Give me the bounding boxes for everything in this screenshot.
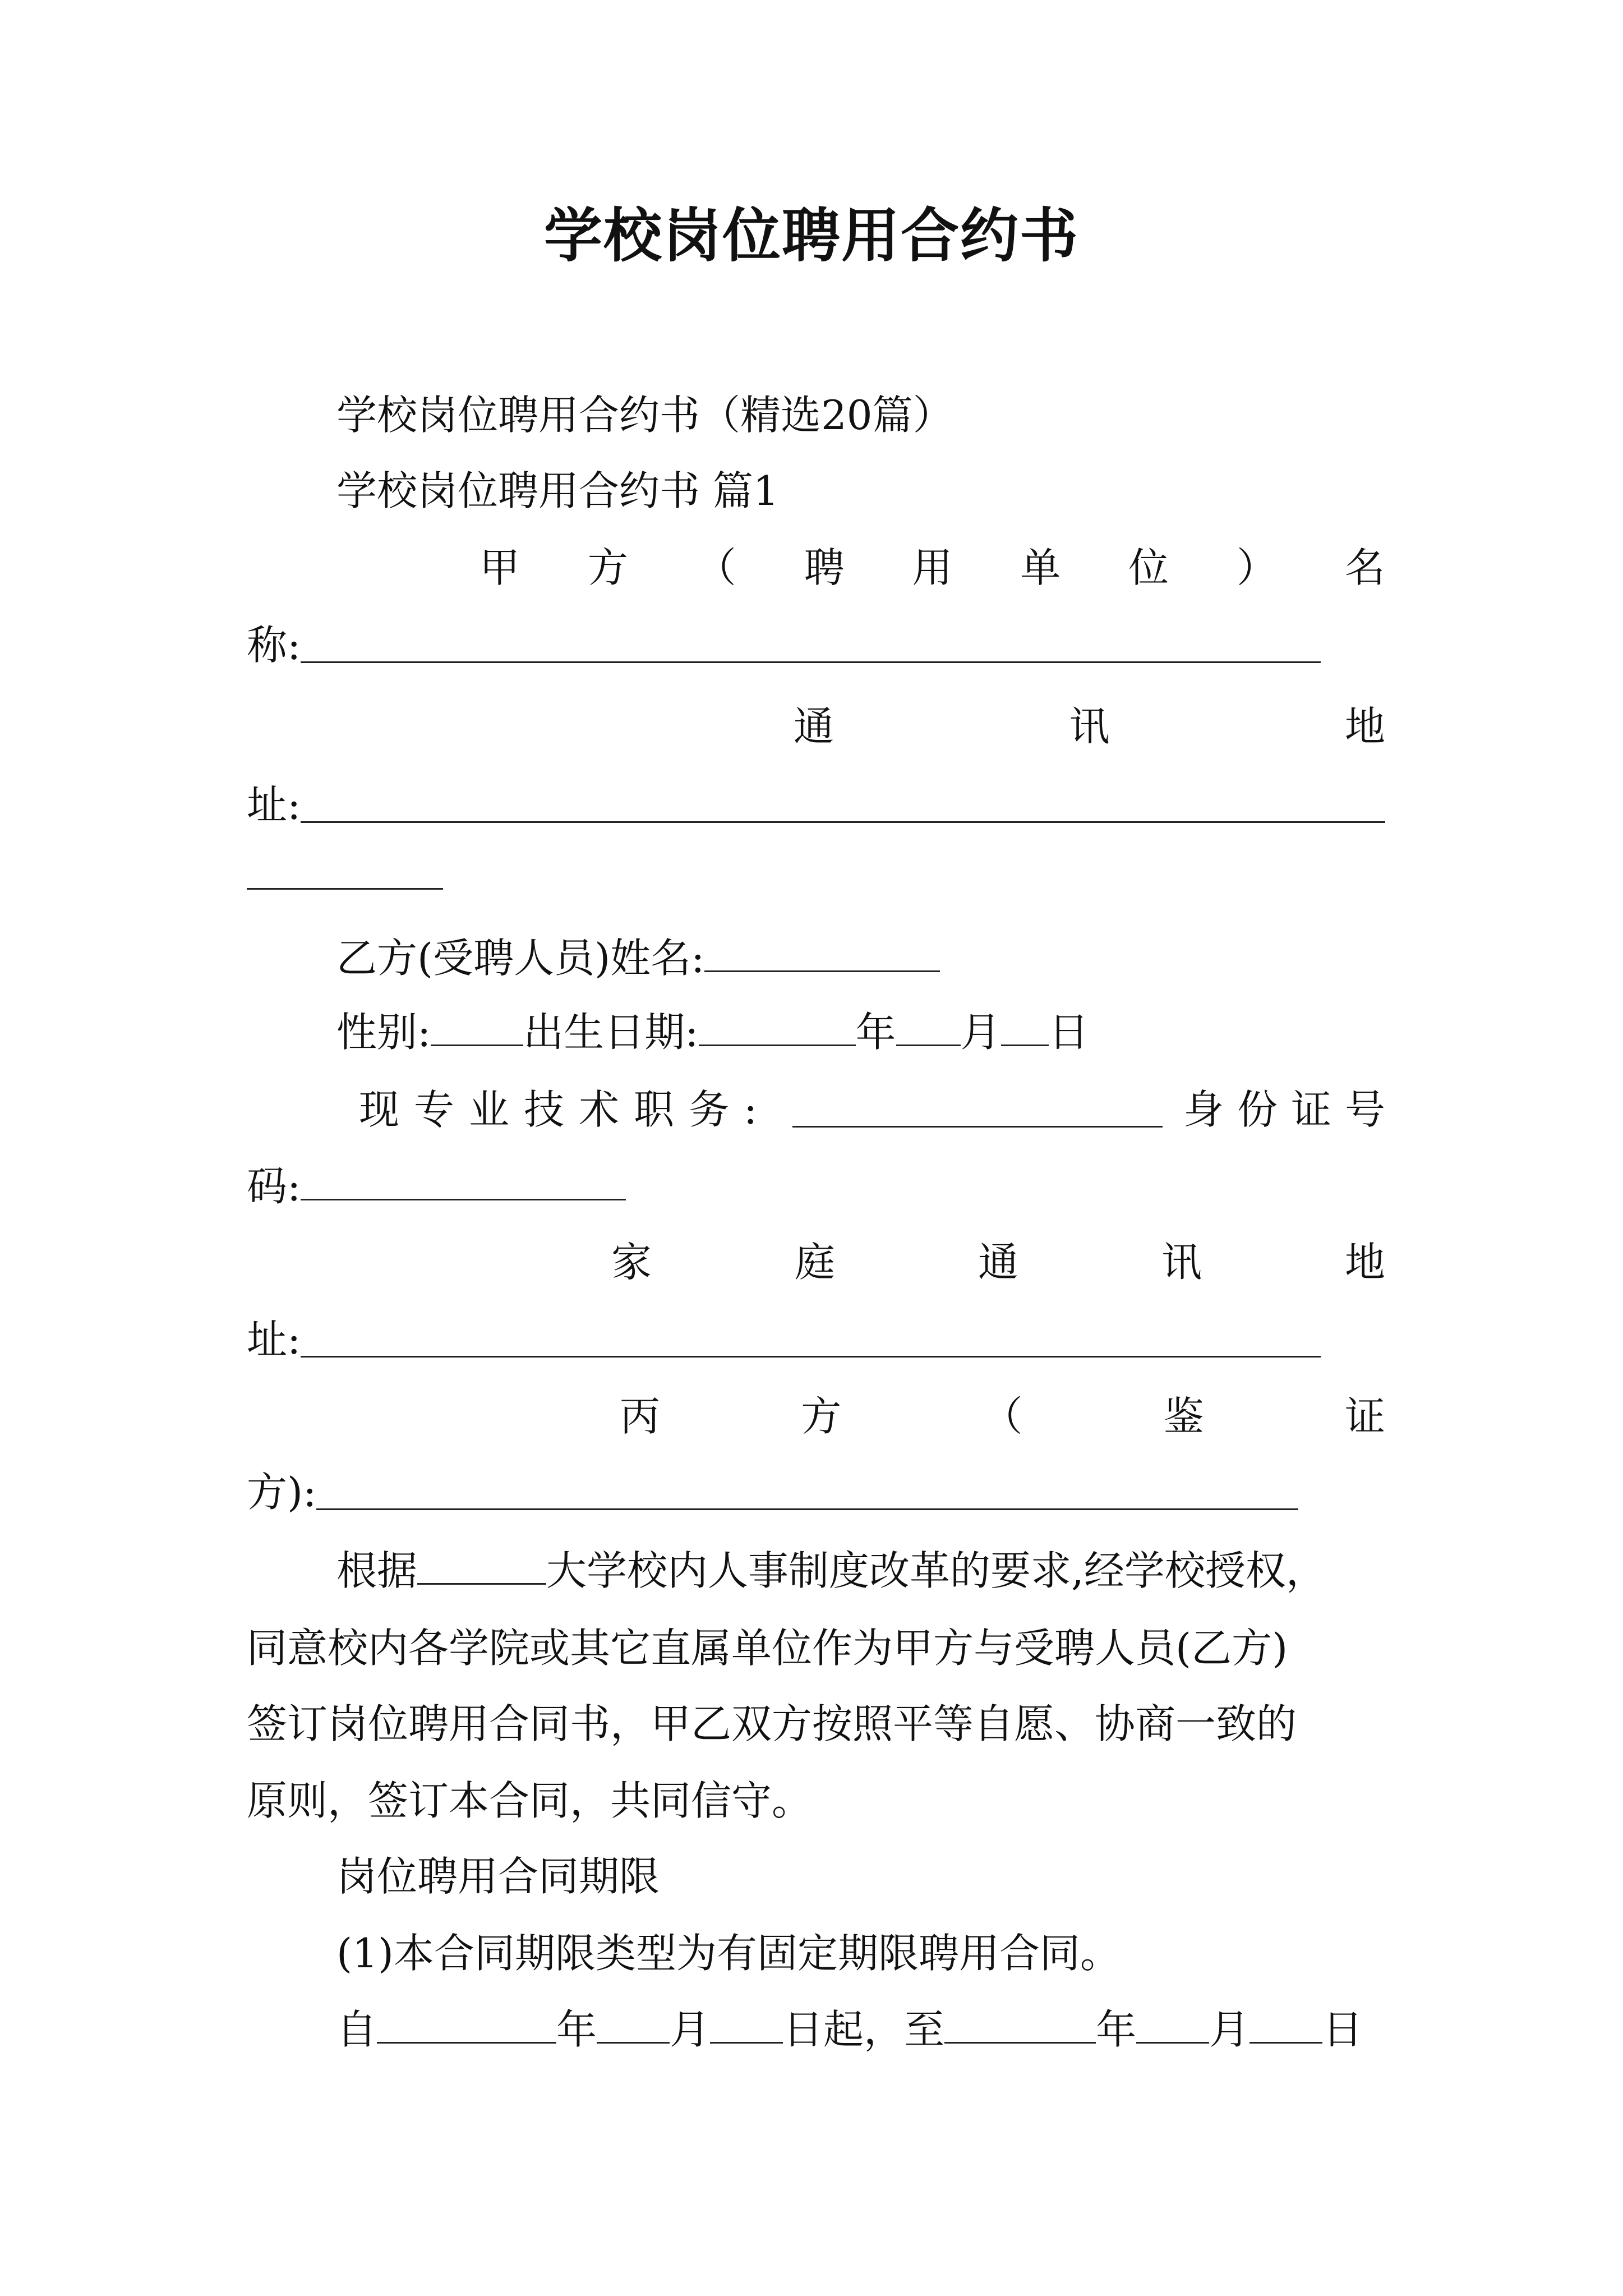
section-heading: 学校岗位聘用合约书 篇1 <box>336 467 779 514</box>
birth-year-blank[interactable] <box>699 1007 856 1046</box>
home-address-blank[interactable] <box>301 1319 1321 1358</box>
paragraph-1-line-4: 原则，签订本合同，共同信守。 <box>247 1777 813 1824</box>
party-c-field-line: 方): <box>247 1464 1298 1520</box>
end-year-blank[interactable] <box>944 2005 1096 2044</box>
birth-month-blank[interactable] <box>896 1007 961 1046</box>
home-address-field-line: 址: <box>247 1312 1321 1368</box>
term-dates-line: 自 年 月 日起，至 年 月 日 <box>336 2006 1363 2053</box>
title-id-line: 现专业技术职务: 身份证号 <box>359 1086 1399 1133</box>
start-day-blank[interactable] <box>710 2005 783 2044</box>
paragraph-1-line-1: 根据 大学校内人事制度改革的要求,经学校授权， <box>336 1547 1326 1594</box>
term-item-1: (1)本合同期限类型为有固定期限聘用合同。 <box>336 1930 1121 1977</box>
party-a-address-blank-continued[interactable] <box>247 888 443 890</box>
party-a-address-field-line: 址: <box>247 777 1385 833</box>
party-a-address-blank[interactable] <box>301 784 1385 823</box>
party-a-name-blank[interactable] <box>301 624 1321 663</box>
party-a-address-label-line: 通 讯 地 <box>794 703 1385 750</box>
party-c-label-line: 丙 方 （ 鉴 证 <box>620 1393 1385 1440</box>
party-a-name-label-line: 甲 方 （ 聘 用 单 位 ） 名 <box>479 544 1385 591</box>
term-heading: 岗位聘用合同期限 <box>336 1853 660 1900</box>
start-month-blank[interactable] <box>597 2005 670 2044</box>
university-name-blank[interactable] <box>417 1546 546 1585</box>
id-number-blank[interactable] <box>301 1162 626 1200</box>
id-field-line: 码: <box>247 1158 626 1214</box>
party-c-blank[interactable] <box>316 1471 1298 1510</box>
paragraph-1-line-3: 签订岗位聘用合同书，甲乙双方按照平等自愿、协商一致的 <box>247 1700 1297 1747</box>
birth-day-blank[interactable] <box>1001 1007 1049 1046</box>
party-b-name-blank[interactable] <box>704 933 940 972</box>
start-year-blank[interactable] <box>377 2005 556 2044</box>
paragraph-1-line-2: 同意校内各学院或其它直属单位作为甲方与受聘人员(乙方) <box>247 1625 1288 1672</box>
home-address-label-line: 家 庭 通 讯 地 <box>611 1239 1385 1286</box>
gender-birth-line: 性别: 出生日期: 年 月 日 <box>336 1009 1089 1056</box>
party-b-name-line: 乙方(受聘人员)姓名: <box>336 930 940 986</box>
gender-blank[interactable] <box>431 1007 523 1046</box>
party-a-name-field-line: 称: <box>247 617 1321 673</box>
professional-title-blank[interactable] <box>792 1089 1163 1128</box>
subtitle: 学校岗位聘用合约书（精选20篇） <box>336 392 953 439</box>
end-month-blank[interactable] <box>1136 2005 1209 2044</box>
end-day-blank[interactable] <box>1249 2005 1322 2044</box>
document-title: 学校岗位聘用合约书 <box>543 201 1079 270</box>
